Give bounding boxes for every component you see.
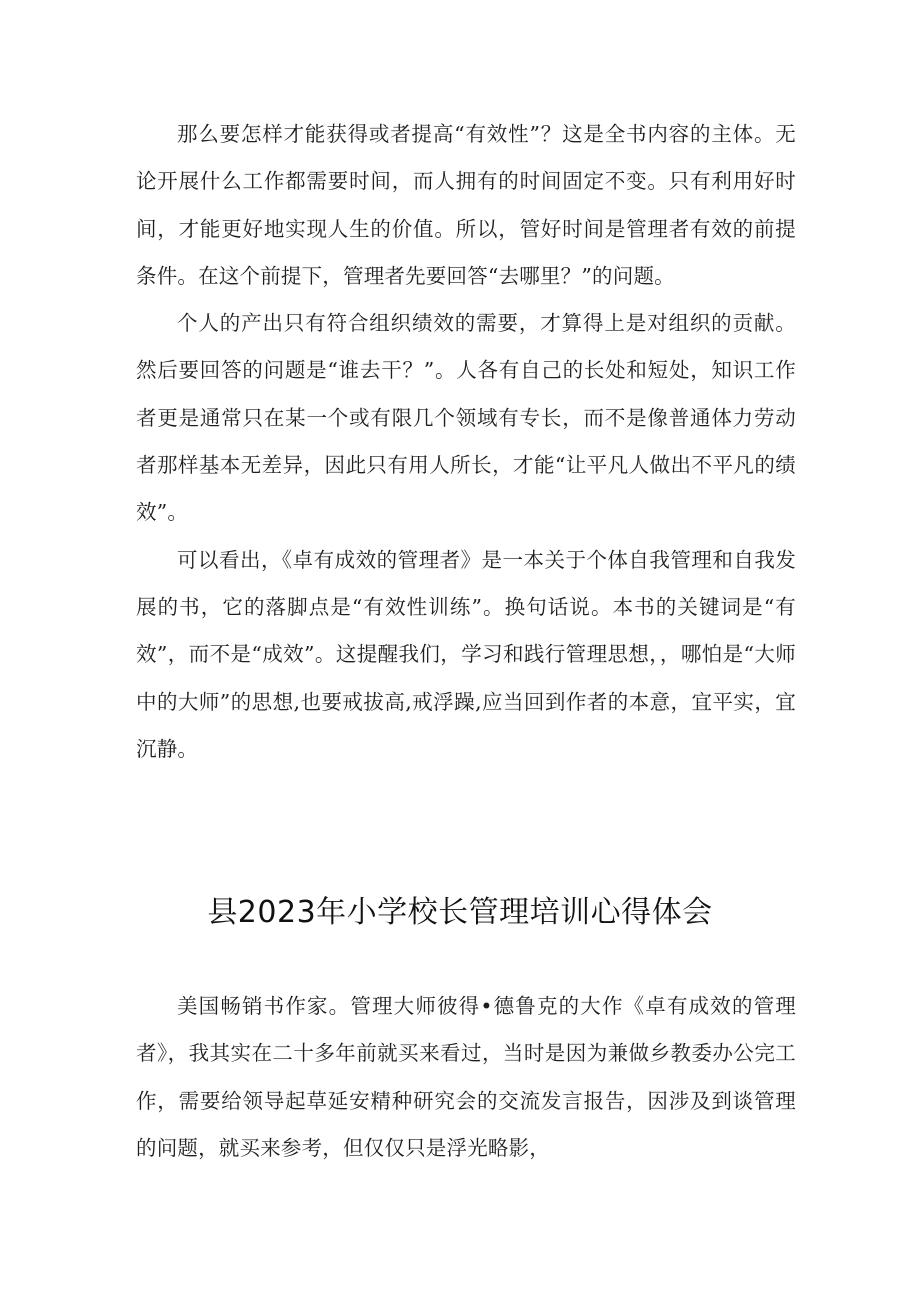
paragraph: 可以看出，《卓有成效的管理者》是一本关于个体自我管理和自我发展的书，它的落脚点是“有效性训练”。换句话说。本书的关键词是“有效”，而不是“成效”。这提醒我们，学习和践行管理思想，，哪怕是“大师中的大师”的思想,也要戒拔高,戒浮躁,应当回到作者的本意，宜平实，宜沉静。 [136,547,796,761]
paragraph: 那么要怎样才能获得或者提高“有效性”？这是全书内容的主体。无论开展什么工作都需要时间，而人拥有的时间固定不变。只有利用好时间，才能更好地实现人生的价值。所以，管好时间是管理者有效的前提条件。在这个前提下，管理者先要回答“去哪里？”的问题。 [136,122,796,288]
paragraph: 美国畅销书作家。管理大师彼得•德鲁克的大作《卓有成效的管理者》，我其实在二十多年前就买来看过，当时是因为兼做乡教委办公完工作，需要给领导起草延安精种研究会的交流发言报告，因涉及到谈管理的问题，就买来参考，但仅仅只是浮光略影， [136,994,796,1160]
article-title: 县2023年小学校长管理培训心得体会 [207,895,713,930]
body-section-one [136,111,796,773]
paragraph: 个人的产出只有符合组织绩效的需要，才算得上是对组织的贡献。然后要回答的问题是“谁去干？”。人各有自己的长处和短处，知识工作者更是通常只在某一个或有限几个领域有专长，而不是像普通体力劳动者那样基本无差异，因此只有用人所长，才能“让平凡人做出不平凡的绩效”。 [136,311,796,525]
body-section-two [136,983,796,1172]
